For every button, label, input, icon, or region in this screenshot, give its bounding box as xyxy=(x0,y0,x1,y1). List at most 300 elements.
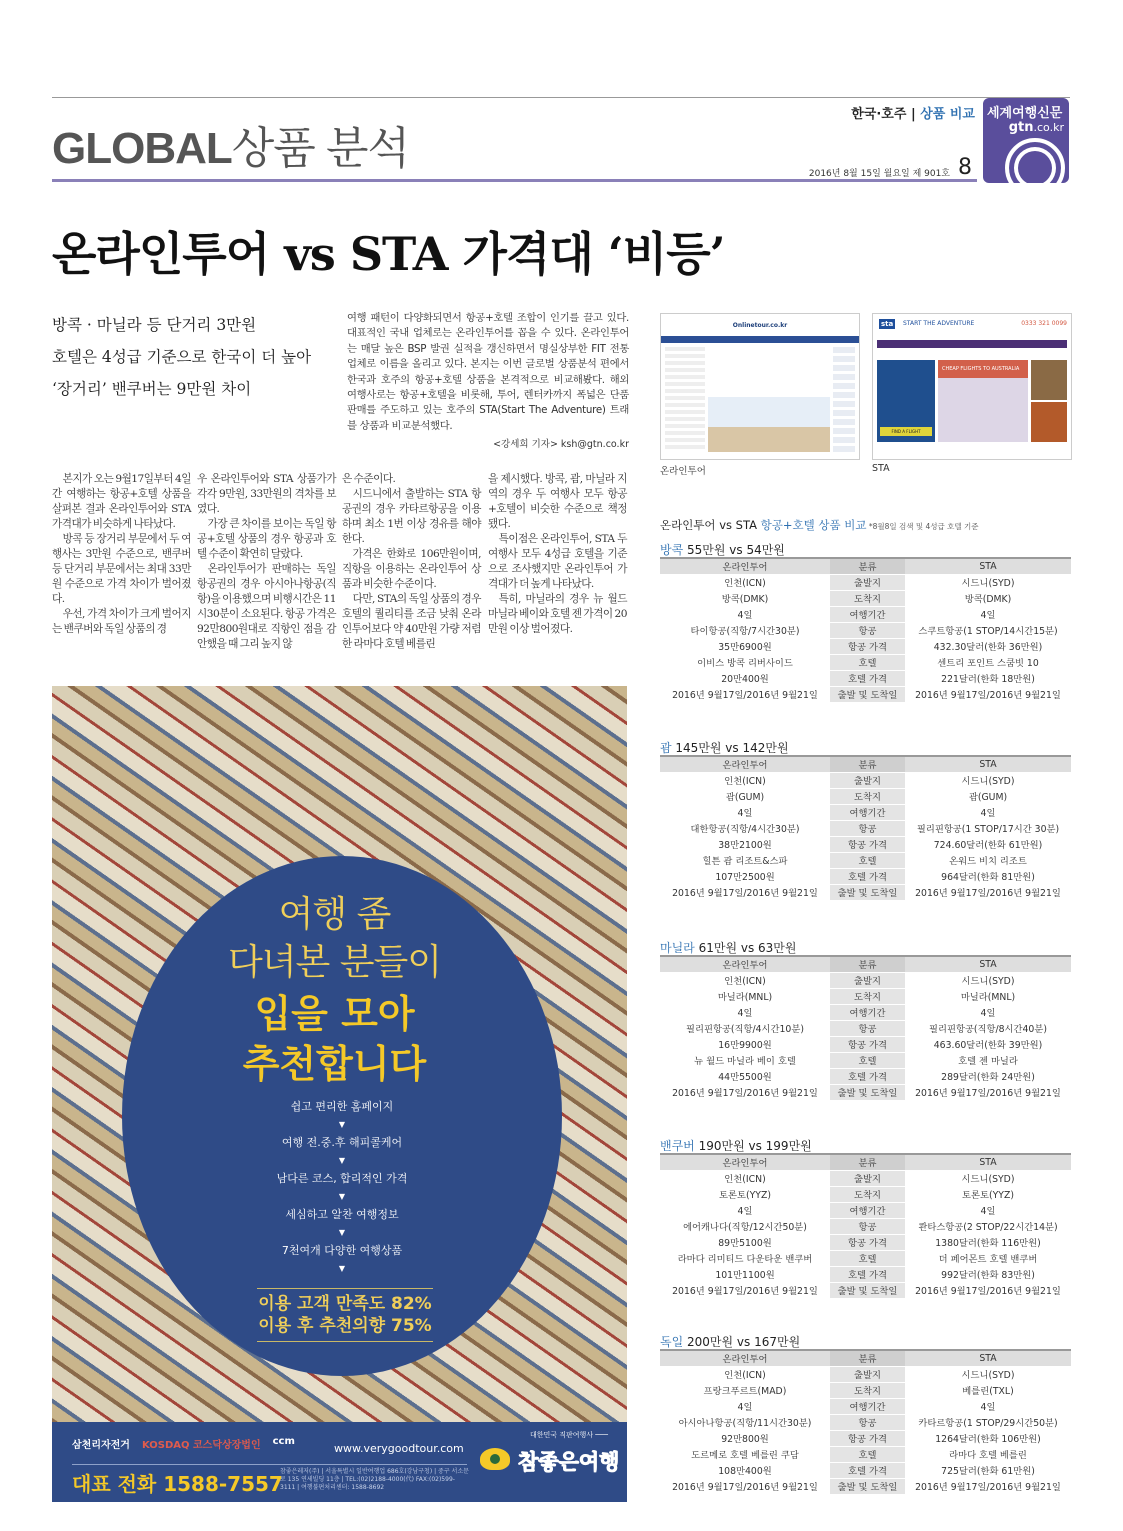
site-header xyxy=(873,314,1071,334)
table-cell: 에어캐나다(직항/12시간50분) xyxy=(660,1218,830,1234)
table-cell: 1380달러(한화 116만원) xyxy=(905,1234,1071,1250)
table-cell: 출발지 xyxy=(830,972,905,988)
newspaper-logo xyxy=(983,98,1069,183)
table-header-row xyxy=(660,1350,1071,1366)
table-cell: 시드니(SYD) xyxy=(905,1366,1071,1382)
comparison-title-main: 온라인투어 vs STA xyxy=(660,518,761,532)
table-cell: 호텔 가격 xyxy=(830,1266,905,1282)
table-cell: 더 페어몬트 호텔 밴쿠버 xyxy=(905,1250,1071,1266)
paragraph: 본지가 오는 9월17일부터 4일간 여행하는 항공+호텔 상품을 살펴본 결과 온라인투어와 STA 가격대가 비슷하게 나타났다. xyxy=(52,473,191,530)
city-name: 방콕 xyxy=(660,543,684,557)
arrow-down-icon: ▼ xyxy=(338,1264,346,1273)
table-heading xyxy=(660,940,1071,956)
table-row xyxy=(660,1036,1071,1052)
comparison-note: *8월8일 검색 및 4성급 호텔 기준 xyxy=(866,522,979,531)
table-row xyxy=(660,574,1071,590)
top-rule xyxy=(52,97,1070,98)
table-cell: 항공 xyxy=(830,1020,905,1036)
logo-domain-suffix: .co.kr xyxy=(1033,121,1064,134)
comparison-title-accent: 항공+호텔 상품 비교 xyxy=(760,518,867,532)
table-cell: 시드니(SYD) xyxy=(905,772,1071,788)
intro-block xyxy=(347,311,629,450)
table-cell: 2016년 9월17일/2016년 9월21일 xyxy=(660,1478,830,1494)
comparison-table-section xyxy=(660,1138,1071,1299)
table-cell: 호텔 가격 xyxy=(830,670,905,686)
table-row xyxy=(660,1218,1071,1234)
paragraph: 은 수준이다. xyxy=(342,473,396,485)
ad-stat: 이용 고객 만족도 82% xyxy=(258,1294,432,1314)
table-cell: 호텔 가격 xyxy=(830,868,905,884)
site-phone: 0333 321 0099 xyxy=(1021,320,1067,327)
ad-footer xyxy=(52,1422,627,1502)
table-cell: 2016년 9월17일/2016년 9월21일 xyxy=(660,1084,830,1100)
table-cell: 4일 xyxy=(905,1398,1071,1414)
table-cell: 1264달러(한화 106만원) xyxy=(905,1430,1071,1446)
table-row xyxy=(660,972,1071,988)
table-cell: 필리핀항공(1 STOP/17시간 30분) xyxy=(905,820,1071,836)
table-cell: 101만1100원 xyxy=(660,1266,830,1282)
table-cell: 이비스 방콕 리버사이드 xyxy=(660,654,830,670)
article-column xyxy=(52,472,191,637)
table-cell: 출발 및 도착일 xyxy=(830,1282,905,1298)
ad-stat: 이용 후 추천의향 75% xyxy=(258,1316,432,1336)
paragraph: 가격은 한화로 106만원이며, 직항을 이용하는 온라인투어 상품과 비슷한 수준이다. xyxy=(342,548,481,590)
ad-headline-line: 다녀본 분들이 xyxy=(227,942,442,983)
partner-logo: ccm xyxy=(272,1436,295,1447)
table-cell: 도착지 xyxy=(830,988,905,1004)
logo-spiral-icon xyxy=(1005,138,1065,183)
arrow-down-icon: ▼ xyxy=(338,1192,346,1201)
table-cell: 89만5100원 xyxy=(660,1234,830,1250)
table-cell: 뉴 월드 마닐라 베이 호텔 xyxy=(660,1052,830,1068)
comparison-table-section xyxy=(660,542,1071,703)
table-cell: 라마다 리미티드 다운타운 밴쿠버 xyxy=(660,1250,830,1266)
table-cell: 스쿠트항공(1 STOP/14시간15분) xyxy=(905,622,1071,638)
table-cell: 호텔 xyxy=(830,1250,905,1266)
table-cell: 2016년 9월17일/2016년 9월21일 xyxy=(905,686,1071,702)
column-header: 분류 xyxy=(830,956,905,972)
table-cell: 인천(ICN) xyxy=(660,1366,830,1382)
table-cell: 4일 xyxy=(660,1004,830,1020)
table-header-row xyxy=(660,756,1071,772)
table-cell: 타이항공(직항/7시간30분) xyxy=(660,622,830,638)
table-row xyxy=(660,1266,1071,1282)
table-row xyxy=(660,1282,1071,1298)
table-cell: 호텔 xyxy=(830,1052,905,1068)
city-name: 밴쿠버 xyxy=(660,1139,695,1153)
table-row xyxy=(660,1052,1071,1068)
site-photos xyxy=(1031,360,1067,442)
ad-stats xyxy=(257,1288,433,1342)
column-header: STA xyxy=(905,956,1071,972)
column-header: STA xyxy=(905,558,1071,574)
table-cell: 항공 가격 xyxy=(830,1036,905,1052)
comparison-table-section xyxy=(660,740,1071,901)
table-cell: 호텔 xyxy=(830,1446,905,1462)
table-cell: 4일 xyxy=(905,1004,1071,1020)
table-cell: 호텔 젠 마닐라 xyxy=(905,1052,1071,1068)
table-row xyxy=(660,1170,1071,1186)
column-header: STA xyxy=(905,1154,1071,1170)
table-row xyxy=(660,1250,1071,1266)
table-cell: 992달러(한화 83만원) xyxy=(905,1266,1071,1282)
table-cell: 라마다 호텔 베를린 xyxy=(905,1446,1071,1462)
table-cell: 4일 xyxy=(905,804,1071,820)
table-cell: 20만400원 xyxy=(660,670,830,686)
ad-address: 참좋은레저(주) | 서울특별시 일반여행업 686호(강남구청) | 중구 서소문로 135 연세빌딩 11층 | TEL:(02)2188-4000(代) FAX:(02)599-3111 | 여행불편처리센터: 1588-8692 xyxy=(280,1468,469,1491)
table-row xyxy=(660,686,1071,702)
article-column xyxy=(197,472,336,652)
table-cell: 출발 및 도착일 xyxy=(830,686,905,702)
table-cell: 항공 가격 xyxy=(830,638,905,654)
table-cell: 방콕(DMK) xyxy=(660,590,830,606)
table-row xyxy=(660,1186,1071,1202)
table-cell: 92만800원 xyxy=(660,1430,830,1446)
price-summary: 200만원 vs 167만원 xyxy=(683,1335,801,1349)
site-logo: START THE ADVENTURE xyxy=(903,320,975,327)
table-cell: 35만6900원 xyxy=(660,638,830,654)
ad-brand-tagline: 대한민국 직판여행사 ─── xyxy=(530,1431,608,1439)
advertisement[interactable] xyxy=(52,686,627,1502)
table-cell: 호텔 xyxy=(830,852,905,868)
ad-divider xyxy=(72,1464,467,1465)
table-cell: 호텔 가격 xyxy=(830,1462,905,1478)
comparison-table-section xyxy=(660,940,1071,1101)
paragraph: 다만, STA의 독일 상품의 경우 호텔의 퀄리티를 조금 낮춰 온라인투어보다 약 40만원 가량 저렴한 라마다 호텔 베를린 xyxy=(342,593,481,650)
paragraph: 을 제시했다. 방콕, 괌, 마닐라 지역의 경우 두 여행사 모두 항공+호텔이 비슷한 수준으로 책정됐다. xyxy=(488,473,627,530)
table-cell: 출발 및 도착일 xyxy=(830,1478,905,1494)
comparison-table xyxy=(660,1153,1071,1299)
find-flight-button: FIND A FLIGHT xyxy=(880,427,932,436)
table-row xyxy=(660,1462,1071,1478)
table-header-row xyxy=(660,1154,1071,1170)
table-row xyxy=(660,1366,1071,1382)
screenshot-caption: 온라인투어 xyxy=(660,466,706,477)
issue-date: 2016년 8월 15일 월요일 제 901호 xyxy=(808,169,950,179)
price-summary: 55만원 vs 54만원 xyxy=(683,543,785,557)
paragraph: 온라인투어가 판매하는 독일 항공권의 경우 아시아나항공(직항)을 이용했으며 비행시간은 11시30분이 소요된다. 항공 가격은 92만800원대로 직항인 점을 감안했을 때 그리 높지 않 xyxy=(197,563,336,650)
partner-logo: 삼천리자전거 xyxy=(72,1440,130,1451)
table-header-row xyxy=(660,956,1071,972)
table-cell: 방콕(DMK) xyxy=(905,590,1071,606)
table-row xyxy=(660,852,1071,868)
table-cell: 2016년 9월17일/2016년 9월21일 xyxy=(660,884,830,900)
ad-feature: 남다른 코스, 합리적인 가격 xyxy=(276,1172,408,1185)
subhead: 방콕 · 마닐라 등 단거리 3만원 xyxy=(52,316,257,334)
table-cell: 시드니(SYD) xyxy=(905,1170,1071,1186)
article-intro: 여행 패턴이 다양화되면서 항공+호텔 조합이 인기를 끌고 있다. 대표적인 국내 업체로는 온라인투어를 꼽을 수 있다. 온라인투어는 매달 높은 BSP 발권 실적을 갱신하면서 명실상부한 FIT 전통 업체로 이름을 올리고 있다. 본지는 이번 글로벌 상품분석 편에서 한국과 호주의 항공+호텔 상품을 본격적으로 비교해봤다. 해외 여행사로는 항공+호텔을 비롯해, 투어, 렌터카까지 폭넓은 단품판매를 주도하고 있는 호주의 STA(Start The Adventure) 트래블 상품과 비교분석했다. xyxy=(347,312,629,432)
table-cell: 289달러(한화 24만원) xyxy=(905,1068,1071,1084)
screenshot-sta xyxy=(872,313,1072,460)
comparison-table xyxy=(660,755,1071,901)
table-cell: 항공 가격 xyxy=(830,1234,905,1250)
category-separator: | xyxy=(906,107,921,122)
column-header: STA xyxy=(905,756,1071,772)
table-cell: 도착지 xyxy=(830,1186,905,1202)
table-row xyxy=(660,820,1071,836)
partner-logo: KOSDAQ 코스닥상장법인 xyxy=(141,1440,261,1451)
section-rule xyxy=(52,179,977,182)
table-cell: 724.60달러(한화 61만원) xyxy=(905,836,1071,852)
table-cell: 인천(ICN) xyxy=(660,574,830,590)
article-column xyxy=(342,472,481,652)
price-summary: 61만원 vs 63만원 xyxy=(694,941,797,955)
ad-headline-line: 입을 모아 xyxy=(254,992,415,1036)
flight-search-panel xyxy=(877,360,935,442)
site-banner xyxy=(938,360,1028,442)
category-label xyxy=(830,103,975,122)
table-cell: 마닐라(MNL) xyxy=(660,988,830,1004)
site-body xyxy=(661,343,859,456)
site-sidebar xyxy=(665,347,705,452)
site-body xyxy=(873,348,1071,442)
table-cell: 인천(ICN) xyxy=(660,1170,830,1186)
table-cell: 16만9900원 xyxy=(660,1036,830,1052)
sta-logo-icon: sta xyxy=(881,320,894,328)
ad-brand-logo: 참좋은여행 xyxy=(518,1450,620,1474)
paragraph: 특이점은 온라인투어, STA 두 여행사 모두 4성급 호텔을 기준으로 조사했지만 온라인투어 가격대가 더 높게 나타났다. xyxy=(488,533,627,590)
section-title-kr: 상품 분석 xyxy=(231,124,410,173)
table-row xyxy=(660,638,1071,654)
table-cell: 온워드 비치 리조트 xyxy=(905,852,1071,868)
table-cell: 2016년 9월17일/2016년 9월21일 xyxy=(905,1282,1071,1298)
city-name: 마닐라 xyxy=(660,941,695,955)
table-cell: 4일 xyxy=(660,606,830,622)
table-cell: 4일 xyxy=(660,1398,830,1414)
table-cell: 도착지 xyxy=(830,788,905,804)
table-row xyxy=(660,836,1071,852)
table-cell: 호텔 가격 xyxy=(830,1068,905,1084)
ad-phone: 대표 전화 1588-7557 xyxy=(72,1472,283,1496)
column-header: 분류 xyxy=(830,1154,905,1170)
table-cell: 도르메로 호텔 베를린 쿠담 xyxy=(660,1446,830,1462)
table-cell: 출발지 xyxy=(830,574,905,590)
city-name: 독일 xyxy=(660,1335,684,1349)
table-cell: 프랑크푸르트(MAD) xyxy=(660,1382,830,1398)
table-cell: 221달러(한화 18만원) xyxy=(905,670,1071,686)
table-cell: 4일 xyxy=(660,804,830,820)
ad-headline-bold xyxy=(52,989,622,1089)
comparison-table xyxy=(660,955,1071,1101)
section-title-en: GLOBAL xyxy=(52,124,232,173)
paragraph: 방콕 등 장거리 부문에서 두 여행사는 3만원 수준으로, 밴쿠버 등 단거리 부문에서는 최대 33만원 수준으로 가격 차이가 벌어졌다. xyxy=(52,533,191,605)
ad-headline-line: 추천합니다 xyxy=(242,1042,427,1086)
table-cell: 출발지 xyxy=(830,1170,905,1186)
article-column xyxy=(488,472,627,637)
table-cell: 괌(GUM) xyxy=(660,788,830,804)
table-cell: 2016년 9월17일/2016년 9월21일 xyxy=(905,1478,1071,1494)
table-cell: 출발지 xyxy=(830,1366,905,1382)
column-header: 온라인투어 xyxy=(660,558,830,574)
table-cell: 여행기간 xyxy=(830,606,905,622)
paragraph: 가장 큰 차이를 보이는 독일 항공+호텔 상품의 경우 항공과 호텔 수준이 확연히 달랐다. xyxy=(197,518,336,560)
table-row xyxy=(660,868,1071,884)
table-row xyxy=(660,1430,1071,1446)
table-heading xyxy=(660,542,1071,558)
table-heading xyxy=(660,740,1071,756)
table-cell: 도착지 xyxy=(830,590,905,606)
logo-domain-bold: gtn xyxy=(1008,120,1034,135)
category: 한국·호주 xyxy=(851,107,907,122)
subhead: ‘장거리’ 밴쿠버는 9만원 차이 xyxy=(52,380,252,398)
city-name: 괌 xyxy=(660,741,672,755)
table-cell: 호텔 xyxy=(830,654,905,670)
table-cell: 센트리 포인트 스쿰빗 10 xyxy=(905,654,1071,670)
table-cell: 시드니(SYD) xyxy=(905,574,1071,590)
table-cell: 4일 xyxy=(905,1202,1071,1218)
table-row xyxy=(660,1382,1071,1398)
table-row xyxy=(660,1202,1071,1218)
site-logo: Onlinetour.co.kr xyxy=(732,321,788,329)
table-row xyxy=(660,1414,1071,1430)
table-cell: 시드니(SYD) xyxy=(905,972,1071,988)
screenshot-onlinetour xyxy=(660,313,860,460)
table-row xyxy=(660,590,1071,606)
table-row xyxy=(660,1004,1071,1020)
table-cell: 괌(GUM) xyxy=(905,788,1071,804)
page-number: 8 xyxy=(958,155,972,180)
ad-partner-logos xyxy=(72,1436,327,1451)
table-cell: 인천(ICN) xyxy=(660,772,830,788)
table-row xyxy=(660,1234,1071,1250)
table-cell: 대한항공(직항/4시간30분) xyxy=(660,820,830,836)
table-cell: 38만2100원 xyxy=(660,836,830,852)
site-search-bar xyxy=(877,340,1067,348)
table-row xyxy=(660,622,1071,638)
paragraph: 우선, 가격 차이가 크게 벌어지는 밴쿠버와 독일 상품의 경 xyxy=(52,608,191,635)
table-cell: 출발 및 도착일 xyxy=(830,884,905,900)
table-cell: 2016년 9월17일/2016년 9월21일 xyxy=(905,1084,1071,1100)
table-cell: 출발지 xyxy=(830,772,905,788)
ad-feature-list xyxy=(232,1098,452,1278)
table-cell: 도착지 xyxy=(830,1382,905,1398)
table-cell: 여행기간 xyxy=(830,1202,905,1218)
table-cell: 항공 가격 xyxy=(830,1430,905,1446)
arrow-down-icon: ▼ xyxy=(338,1228,346,1237)
price-summary: 145만원 vs 142만원 xyxy=(671,741,789,755)
table-cell: 출발 및 도착일 xyxy=(830,1084,905,1100)
column-header: 분류 xyxy=(830,1350,905,1366)
ad-feature: 7천여개 다양한 여행상품 xyxy=(281,1244,403,1257)
screenshot-caption: STA xyxy=(872,463,890,474)
table-cell: 432.30달러(한화 36만원) xyxy=(905,638,1071,654)
table-cell: 필리핀항공(직항/4시간10분) xyxy=(660,1020,830,1036)
comparison-table xyxy=(660,1349,1071,1495)
column-header: 분류 xyxy=(830,558,905,574)
table-cell: 필리핀항공(직항/8시간40분) xyxy=(905,1020,1071,1036)
ad-headline-light xyxy=(52,891,622,987)
table-cell: 콴타스항공(2 STOP/22시간14분) xyxy=(905,1218,1071,1234)
column-header: STA xyxy=(905,1350,1071,1366)
table-cell: 항공 xyxy=(830,1218,905,1234)
table-cell: 항공 xyxy=(830,622,905,638)
table-cell: 토론토(YYZ) xyxy=(905,1186,1071,1202)
table-row xyxy=(660,1084,1071,1100)
table-cell: 2016년 9월17일/2016년 9월21일 xyxy=(660,1282,830,1298)
banner-text: CHEAP FLIGHTS TO AUSTRALIA xyxy=(942,366,1020,372)
column-header: 분류 xyxy=(830,756,905,772)
table-cell: 4일 xyxy=(905,606,1071,622)
table-cell: 아시아나항공(직항/11시간30분) xyxy=(660,1414,830,1430)
table-heading xyxy=(660,1334,1071,1350)
column-header: 온라인투어 xyxy=(660,756,830,772)
subhead: 호텔은 4성급 기준으로 한국이 더 높아 xyxy=(52,348,312,366)
comparison-title xyxy=(660,517,979,533)
table-cell: 여행기간 xyxy=(830,1004,905,1020)
table-cell: 여행기간 xyxy=(830,804,905,820)
table-row xyxy=(660,606,1071,622)
table-row xyxy=(660,1068,1071,1084)
table-cell: 인천(ICN) xyxy=(660,972,830,988)
comparison-table-section xyxy=(660,1334,1071,1495)
column-header: 온라인투어 xyxy=(660,1154,830,1170)
table-cell: 964달러(한화 81만원) xyxy=(905,868,1071,884)
brand-eye-icon xyxy=(480,1448,510,1470)
table-row xyxy=(660,988,1071,1004)
table-cell: 항공 xyxy=(830,1414,905,1430)
table-header-row xyxy=(660,558,1071,574)
logo-domain xyxy=(1009,120,1064,135)
table-row xyxy=(660,884,1071,900)
table-cell: 마닐라(MNL) xyxy=(905,988,1071,1004)
table-cell: 4일 xyxy=(660,1202,830,1218)
table-cell: 토론토(YYZ) xyxy=(660,1186,830,1202)
headline: 온라인투어 vs STA 가격대 ‘비등’ xyxy=(52,227,725,281)
site-main xyxy=(708,347,830,452)
paragraph: 우 온라인투어와 STA 상품가가 각각 9만원, 33만원의 격차를 보였다. xyxy=(197,473,336,515)
byline: <강세희 기자> ksh@gtn.co.kr xyxy=(493,439,629,451)
table-cell: 항공 가격 xyxy=(830,836,905,852)
table-row xyxy=(660,1446,1071,1462)
table-row xyxy=(660,788,1071,804)
ad-feature: 여행 전.중.후 해피콜케어 xyxy=(281,1136,403,1149)
table-cell: 725달러(한화 61만원) xyxy=(905,1462,1071,1478)
table-row xyxy=(660,772,1071,788)
site-nav xyxy=(661,336,859,343)
table-row xyxy=(660,804,1071,820)
arrow-down-icon: ▼ xyxy=(338,1156,346,1165)
table-row xyxy=(660,654,1071,670)
price-summary: 190만원 vs 199만원 xyxy=(694,1139,812,1153)
table-row xyxy=(660,1020,1071,1036)
table-cell: 463.60달러(한화 39만원) xyxy=(905,1036,1071,1052)
ad-feature: 쉽고 편리한 홈페이지 xyxy=(290,1100,394,1113)
table-cell: 카타르항공(1 STOP/29시간50분) xyxy=(905,1414,1071,1430)
arrow-down-icon: ▼ xyxy=(338,1120,346,1129)
site-rail xyxy=(833,347,855,452)
logo-name: 세계여행신문 xyxy=(987,106,1063,121)
table-heading xyxy=(660,1138,1071,1154)
category-accent: 상품 비교 xyxy=(920,107,975,122)
ad-url-link[interactable]: www.verygoodtour.com xyxy=(334,1442,464,1455)
table-cell: 베를린(TXL) xyxy=(905,1382,1071,1398)
table-row xyxy=(660,1478,1071,1494)
ad-feature: 세심하고 알찬 여행정보 xyxy=(285,1208,399,1221)
table-cell: 여행기간 xyxy=(830,1398,905,1414)
table-cell: 2016년 9월17일/2016년 9월21일 xyxy=(660,686,830,702)
paragraph: 특히, 마닐라의 경우 뉴 월드 마닐라 베이와 호텔 젠 가격이 20만원 이상 벌어졌다. xyxy=(488,593,627,635)
table-cell: 44만5500원 xyxy=(660,1068,830,1084)
table-row xyxy=(660,670,1071,686)
comparison-table xyxy=(660,557,1071,703)
table-cell: 항공 xyxy=(830,820,905,836)
table-cell: 힐튼 괌 리조트&스파 xyxy=(660,852,830,868)
column-header: 온라인투어 xyxy=(660,956,830,972)
column-header: 온라인투어 xyxy=(660,1350,830,1366)
ad-headline-line: 여행 좀 xyxy=(278,894,391,935)
table-cell: 108만400원 xyxy=(660,1462,830,1478)
section-title xyxy=(52,112,409,176)
